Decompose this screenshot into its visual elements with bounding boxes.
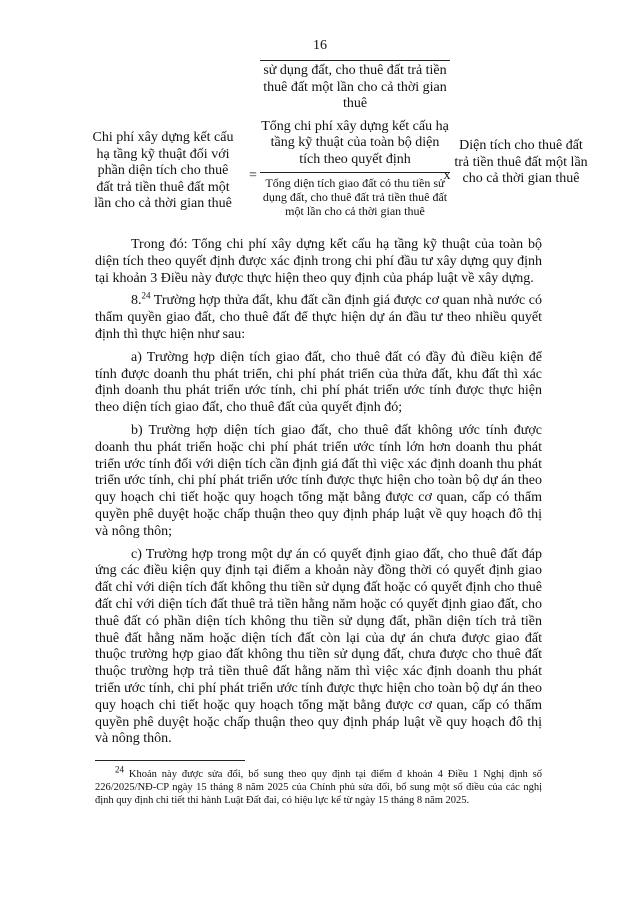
formula-left-term: Chi phí xây dựng kết cấu hạ tầng kỹ thuật đối với phần diện tích cho thuê đất trả tiền thuê đất một lần cho cả thời gian thuê — [92, 130, 234, 211]
footnote-divider — [95, 760, 245, 761]
paragraph-b: b) Trường hợp diện tích giao đất, cho thuê đất không ước tính được doanh thu phát triển hoặc chi phí phát triển ước tính lớn hơn doanh thu phát triển ước tính đối với diện tích cần định giá đất thì việc xác định doanh thu phát triển ước tính, chi phí phát triển ước tính được thực hiện cho toàn bộ dự án theo quy hoạch chi tiết hoặc quy hoạch tổng mặt bằng được cơ quan, cấp có thẩm quyền phê duyệt hoặc chấp thuận theo quy định pháp luật về quy hoạch đô thị và nông thôn; — [95, 422, 542, 539]
footnote-ref: 24 — [141, 290, 151, 301]
formula-numerator: Tổng chi phí xây dựng kết cấu hạ tầng kỹ thuật của toàn bộ diện tích theo quyết định — [261, 118, 449, 167]
formula-carryover-text: sử dụng đất, cho thuê đất trả tiền thuê đất một lần cho cả thời gian thuê — [260, 60, 450, 113]
footnote-marker: 24 — [115, 764, 124, 775]
formula-right-term: Diện tích cho thuê đất trả tiền thuê đất một lần cho cả thời gian thuê — [454, 138, 588, 186]
item-8-text: Trường hợp thửa đất, khu đất cần định giá được cơ quan nhà nước có thẩm quyền giao đất, cho thuê đất để thực hiện dự án đầu tư theo nhiều quyết định thì thực hiện như sau: — [95, 293, 542, 342]
multiply-sign: x — [443, 168, 451, 183]
formula-fraction — [260, 60, 450, 218]
footnote-text: Khoản này được sửa đổi, bổ sung theo quy định tại điểm đ khoản 4 Điều 1 Nghị định số 226/2025/NĐ-CP ngày 15 tháng 8 năm 2025 của Chính phủ sửa đổi, bổ sung một số điều của các nghị định quy định chi tiết thi hành Luật Đất đai, có hiệu lực kể từ ngày 15 tháng 8 năm 2025. — [95, 769, 542, 806]
item-8-number: 8. — [131, 293, 142, 309]
paragraph-item-8 — [95, 290, 542, 343]
document-body — [95, 237, 542, 754]
paragraph-c: c) Trường hợp trong một dự án có quyết định giao đất, cho thuê đất đáp ứng các điều kiện quy định tại điểm a khoản này đồng thời có quyết định giao đất chỉ với diện tích đất không thu tiền sử dụng đất hoặc có quyết định cho thuê đất chỉ với diện tích đất thuê trả tiền hằng năm hoặc có quyết định giao đất, cho thuê đất có phần diện tích không thu tiền sử dụng đất, phần diện tích trả tiền thuê đất hằng năm hoặc diện tích đất còn lại của dự án chưa được giao đất thuộc trường hợp giao đất không thu tiền sử dụng đất, chưa được cho thuê đất thuộc trường hợp trả tiền thuê đất hằng năm thì việc xác định doanh thu phát triển ước tính, chi phí phát triển ước tính được thực hiện cho toàn bộ dự án theo quy hoạch chi tiết hoặc quy hoạch tổng mặt bằng được cơ quan, cấp có thẩm quyền phê duyệt hoặc chấp thuận theo quy định pháp luật về quy hoạch đô thị và nông thôn. — [95, 546, 542, 747]
paragraph-a: a) Trường hợp diện tích giao đất, cho thuê đất có đầy đủ điều kiện để tính được doanh thu phát triển, chi phí phát triển của thửa đất, khu đất thì xác định doanh thu phát triển ước tính, chi phí phát triển ước tính được thực hiện theo diện tích giao đất, cho thuê đất của quyết định đó; — [95, 349, 542, 416]
footnote — [95, 764, 542, 807]
equals-sign: = — [249, 168, 257, 183]
paragraph-trong-do: Trong đó: Tổng chi phí xây dựng kết cấu hạ tầng kỹ thuật của toàn bộ diện tích theo quyết định được xác định trong chi phí đầu tư xây dựng quy định tại khoản 3 Điều này được thực hiện theo quy định của pháp luật về xây dựng. — [95, 237, 542, 286]
cost-formula — [88, 60, 588, 230]
formula-denominator: Tổng diện tích giao đất có thu tiền sử dụng đất, cho thuê đất trả tiền thuê đất một lần cho cả thời gian thuê — [260, 172, 450, 218]
page-number: 16 — [313, 38, 327, 53]
